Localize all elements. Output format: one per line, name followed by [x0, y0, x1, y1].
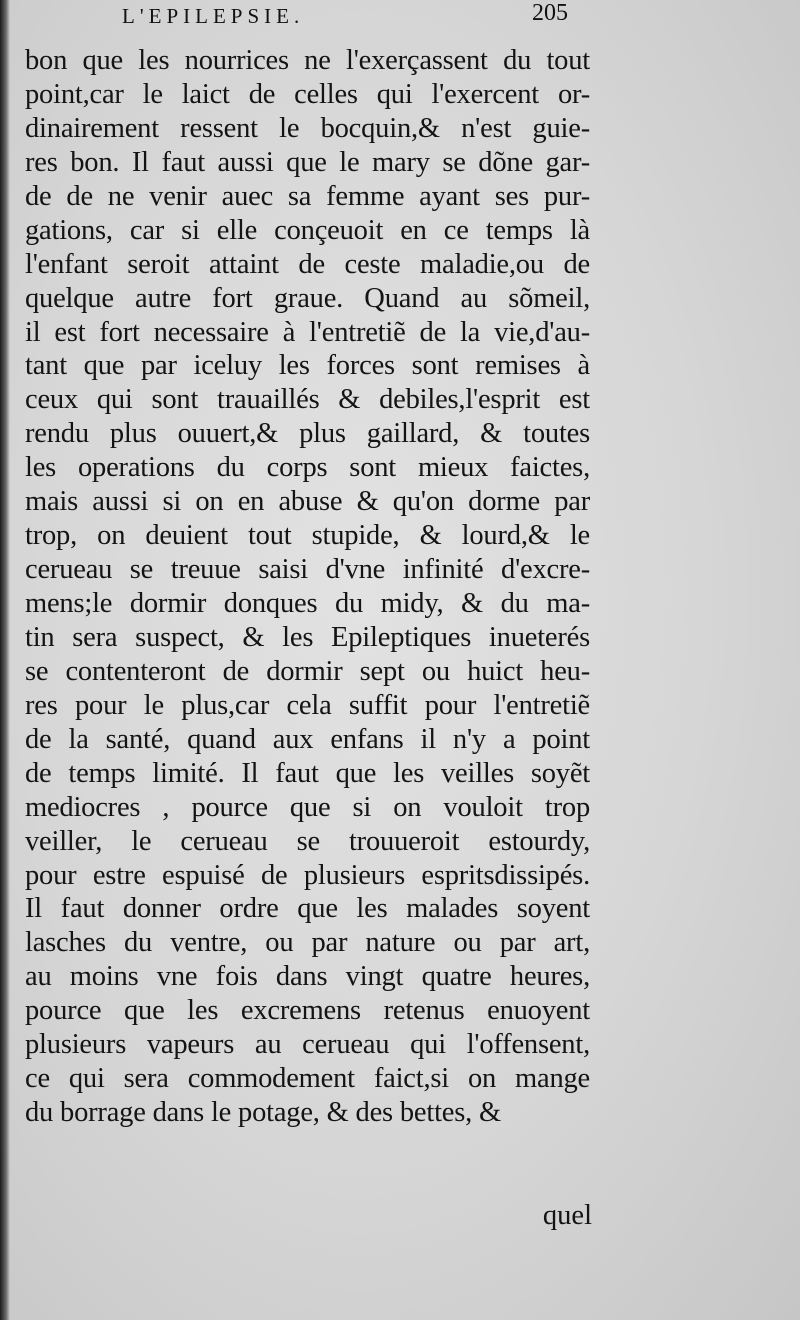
- text-line: quelque autre fort graue. Quand au sõmeil,: [25, 282, 590, 314]
- show-through-bleed: [610, 70, 780, 400]
- text-line: pource que les excremens retenus enuoyent: [25, 995, 590, 1027]
- text-line: ceux qui sont trauaillés & debiles,l'esprit est: [25, 384, 590, 416]
- text-line: res bon. Il faut aussi que le mary se dõne gar-: [25, 146, 590, 178]
- text-line: de la santé, quand aux enfans il n'y a point: [25, 723, 590, 755]
- text-line: tant que par iceluy les forces sont remises à: [25, 350, 590, 382]
- text-line: de temps limité. Il faut que les veilles soyẽt: [25, 757, 590, 789]
- text-line: ce qui sera commodement faict,si on mange: [25, 1063, 590, 1095]
- text-line: pour estre espuisé de plusieurs espritsdissipés.: [25, 859, 590, 891]
- body-text: [25, 44, 590, 1130]
- text-line: veiller, le cerueau se trouueroit estourdy,: [25, 825, 590, 857]
- page-number: 205: [532, 0, 568, 26]
- text-line: mediocres , pource que si on vouloit trop: [25, 791, 590, 823]
- text-line: mais aussi si on en abuse & qu'on dorme par: [25, 486, 590, 518]
- text-line: res pour le plus,car cela suffit pour l'entretiẽ: [25, 689, 590, 721]
- page-gutter-shadow: [0, 0, 10, 1320]
- text-line: rendu plus ouuert,& plus gaillard, & toutes: [25, 418, 590, 450]
- text-line: les operations du corps sont mieux faictes,: [25, 452, 590, 484]
- text-line: lasches du ventre, ou par nature ou par art,: [25, 927, 590, 959]
- text-line: gations, car si elle conçeuoit en ce temps là: [25, 214, 590, 246]
- text-line: se contenteront de dormir sept ou huict heu-: [25, 655, 590, 687]
- catchword: quel: [542, 1200, 592, 1231]
- text-line: dinairement ressent le bocquin,& n'est guie-: [25, 112, 590, 144]
- text-line: mens;le dormir donques du midy, & du ma-: [25, 588, 590, 619]
- text-line: au moins vne fois dans vingt quatre heures,: [25, 961, 590, 993]
- text-line: du borrage dans le potage, & des bettes, &: [25, 1097, 501, 1129]
- text-line: l'enfant seroit attaint de ceste maladie,ou de: [25, 248, 590, 280]
- text-line: tin sera suspect, & les Epileptiques inueterés: [25, 621, 590, 653]
- text-line: Il faut donner ordre que les malades soyent: [25, 893, 590, 925]
- running-title: L'EPILEPSIE.: [122, 4, 305, 28]
- text-line: de de ne venir auec sa femme ayant ses pur-: [25, 180, 590, 212]
- text-line: trop, on deuient tout stupide, & lourd,& le: [25, 520, 590, 552]
- text-line: plusieurs vapeurs au cerueau qui l'offensent,: [25, 1029, 590, 1061]
- page-header: [30, 0, 590, 32]
- text-line: cerueau se treuue saisi d'vne infinité d'excre-: [25, 554, 590, 586]
- text-line: il est fort necessaire à l'entretiẽ de la vie,d'au-: [25, 316, 590, 348]
- text-line: bon que les nourrices ne l'exerçassent du tout: [25, 45, 590, 76]
- text-line: point,car le laict de celles qui l'exercent or-: [25, 78, 590, 110]
